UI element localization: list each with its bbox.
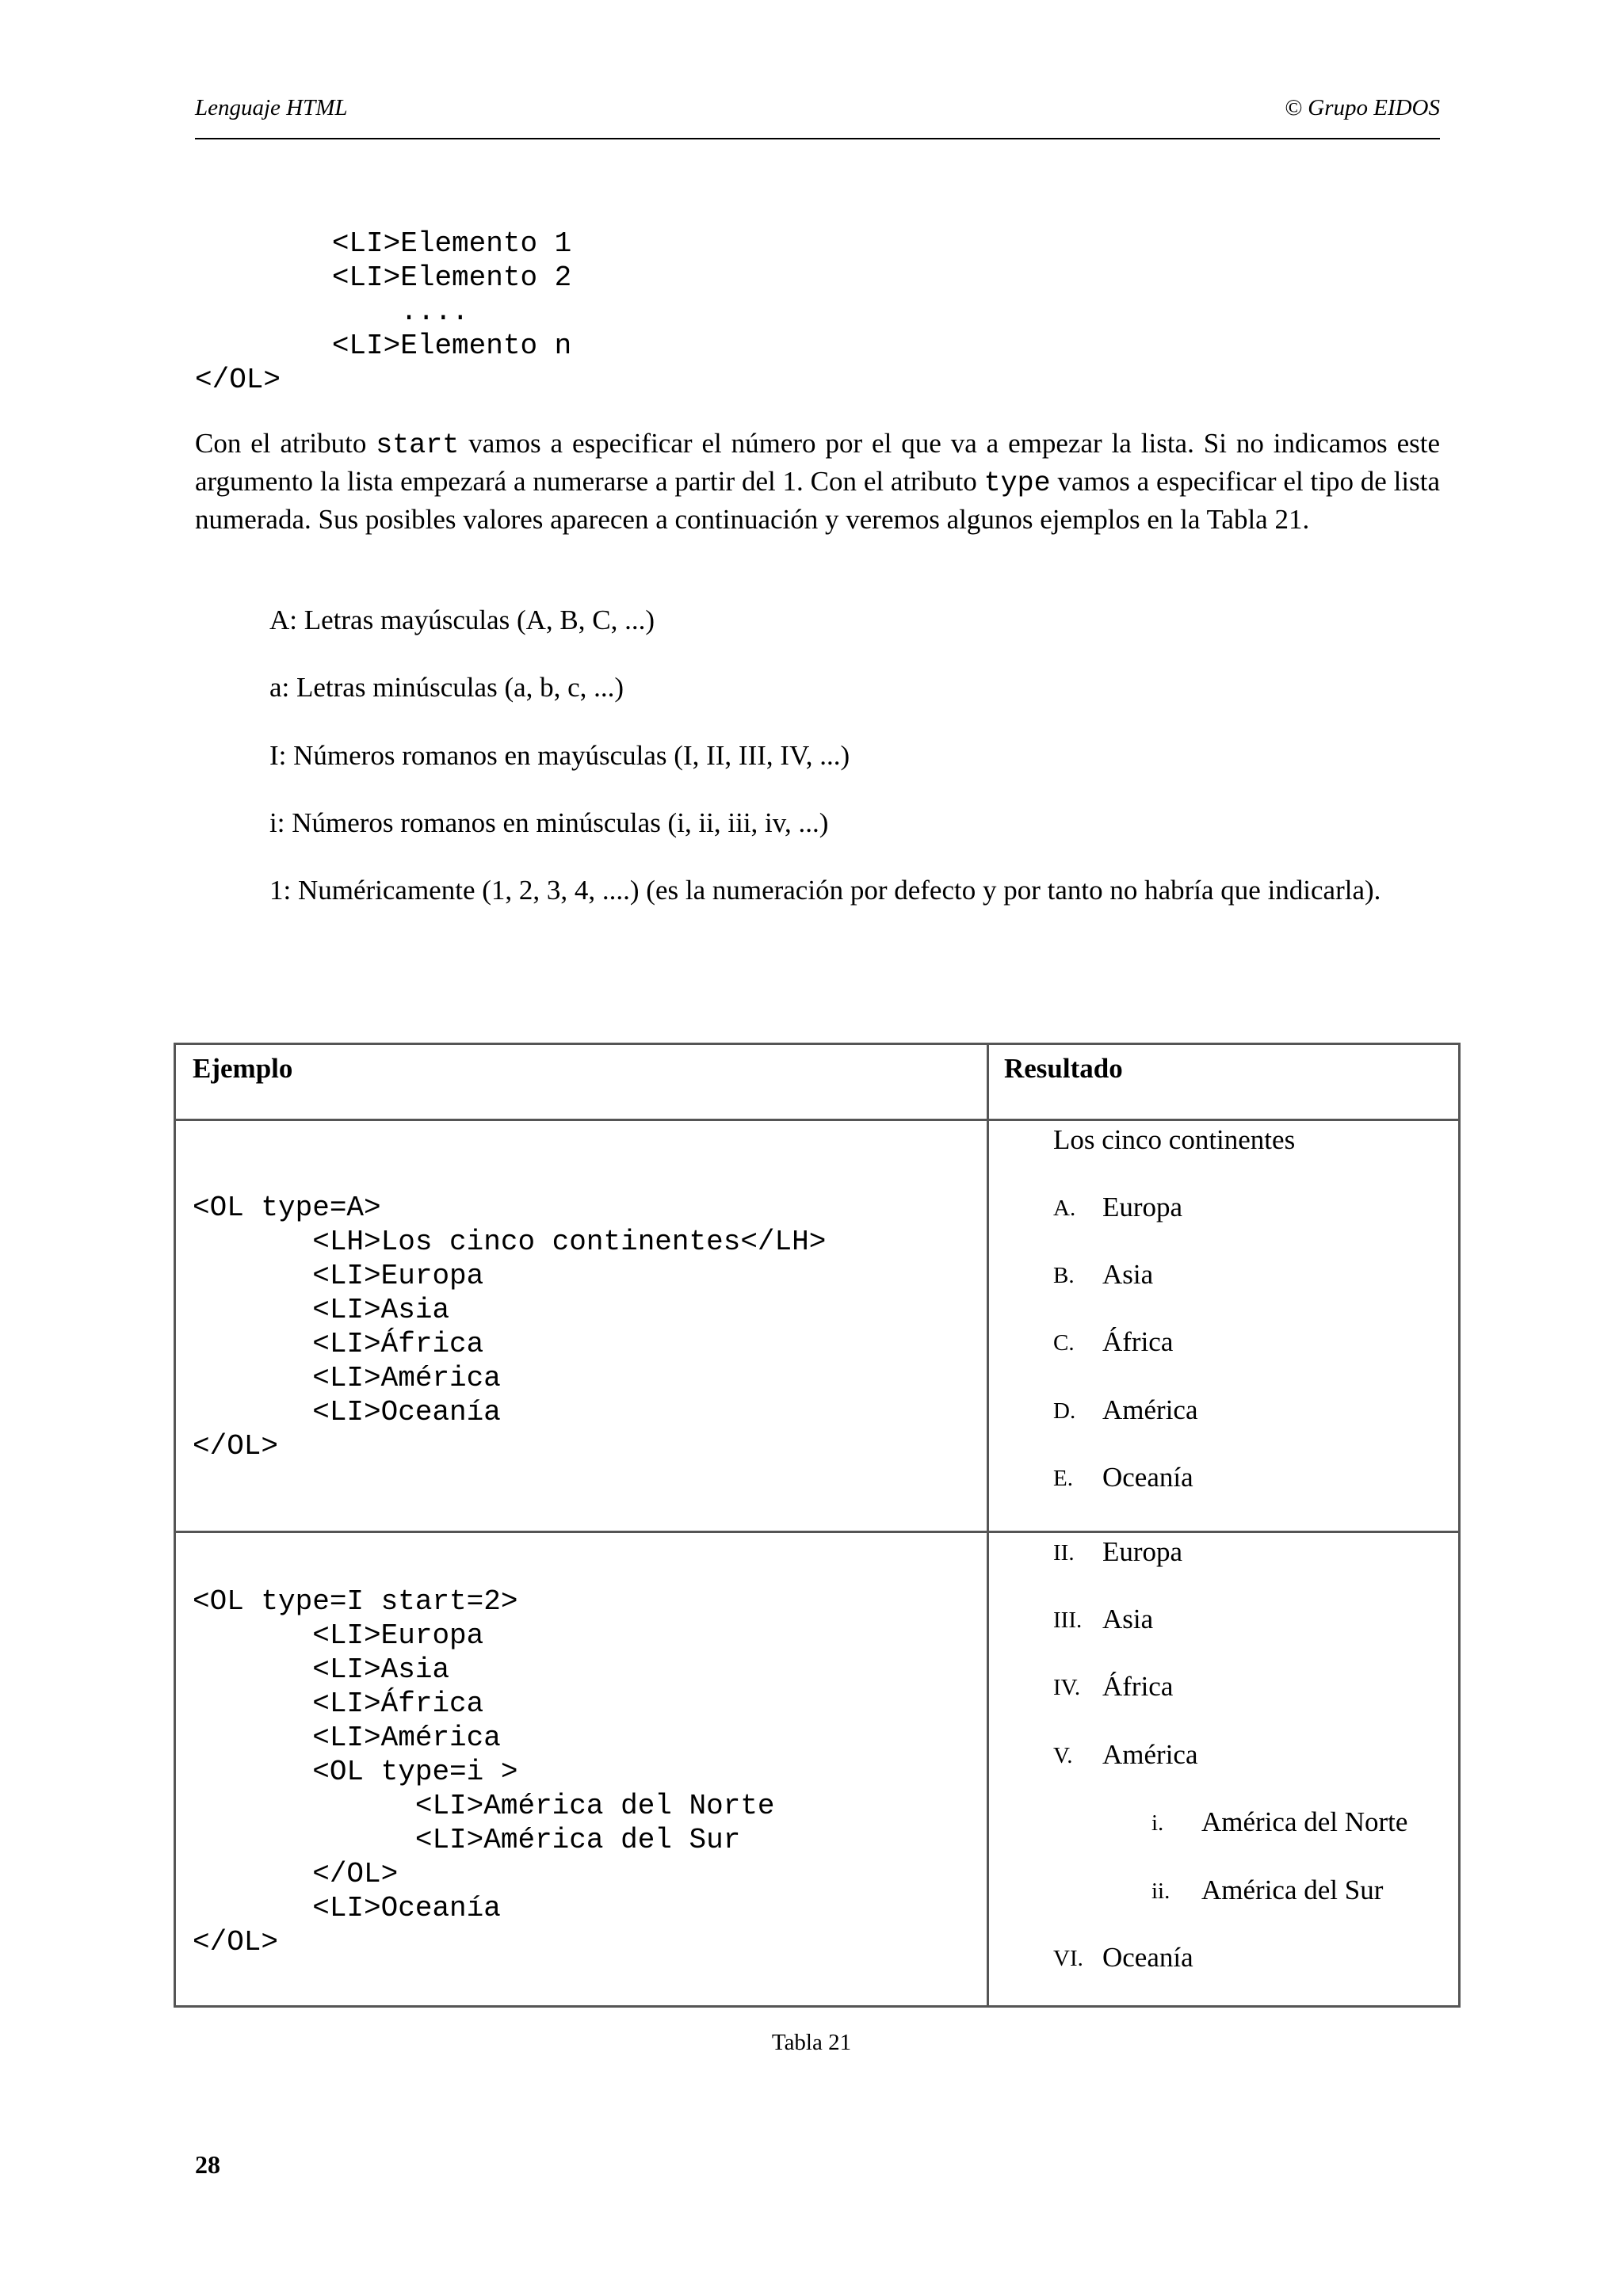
result-list-item: Asia <box>1102 1259 1154 1290</box>
result-list-marker: E. <box>1053 1466 1073 1491</box>
type-value-item: A: Letras mayúsculas (A, B, C, ...) <box>269 605 655 635</box>
type-value-item: I: Números romanos en mayúsculas (I, II, III, IV, ...) <box>269 740 850 771</box>
page-number: 28 <box>195 2150 220 2179</box>
code-line: <OL type=i > <box>193 1756 518 1788</box>
code-line: <LI>Elemento 2 <box>195 261 572 294</box>
code-line: .... <box>195 296 469 328</box>
table-caption: Tabla 21 <box>771 2030 852 2055</box>
result-sublist-item: América del Norte <box>1201 1806 1408 1837</box>
result-sublist-item: América del Sur <box>1201 1875 1384 1905</box>
code-line: <LI>África <box>193 1328 484 1360</box>
code-line: <LI>Europa <box>193 1260 484 1292</box>
result-list-item: Oceanía <box>1102 1942 1193 1973</box>
result-list-marker: IV. <box>1053 1675 1081 1700</box>
table-row-divider <box>174 1119 1461 1121</box>
running-header-title: Lenguaje HTML <box>195 95 348 120</box>
result-list-item: Oceanía <box>1102 1462 1193 1493</box>
table-header-example: Ejemplo <box>193 1053 293 1084</box>
code-line: </OL> <box>193 1926 279 1958</box>
result-list-item: Asia <box>1102 1604 1154 1634</box>
result-list-heading: Los cinco continentes <box>1053 1124 1296 1155</box>
type-value-item: i: Números romanos en minúsculas (i, ii, iii, iv, ...) <box>269 807 829 838</box>
result-list-marker: III. <box>1053 1608 1083 1633</box>
type-value-item: 1: Numéricamente (1, 2, 3, 4, ....) (es la numeración por defecto y por tanto no habría que indicarla). <box>269 875 1381 906</box>
code-line: </OL> <box>193 1858 399 1890</box>
code-line: <LI>América del Norte <box>193 1790 775 1822</box>
code-line: <LI>Oceanía <box>193 1892 501 1924</box>
code-line: <LI>América <box>193 1722 501 1754</box>
result-list-item: África <box>1102 1326 1174 1357</box>
result-list-marker: VI. <box>1053 1946 1083 1971</box>
paragraph-text: Con el atributo <box>195 428 376 459</box>
paragraph-text: vamos a especificar el número por el que va a empezar la lista. Si no indicamos este argumento la lista empezará a numerarse a partir del 1. Con el atributo <box>195 428 1440 497</box>
paragraph-text: vamos a especificar el tipo de lista numerada. Sus posibles valores aparecen a continuación y veremos algunos ejemplos en la Tabla 21. <box>195 466 1440 535</box>
result-list-item: América <box>1102 1394 1198 1425</box>
code-line: <LI>África <box>193 1688 484 1720</box>
code-line: <LI>Asia <box>193 1294 450 1326</box>
table-column-divider <box>987 1043 989 2008</box>
result-list-marker: V. <box>1053 1743 1073 1768</box>
running-header-publisher: © Grupo EIDOS <box>1284 95 1440 120</box>
code-line: <OL type=A> <box>193 1192 381 1224</box>
result-list-marker: A. <box>1053 1196 1076 1221</box>
code-line: <LI>Elemento n <box>195 330 572 362</box>
inline-code-start: start <box>376 429 460 461</box>
code-line: <LI>América del Sur <box>193 1824 741 1856</box>
result-list-marker: C. <box>1053 1330 1075 1356</box>
code-line: </OL> <box>195 364 281 396</box>
code-line: </OL> <box>193 1430 279 1463</box>
code-line: <LI>Elemento 1 <box>195 227 572 260</box>
result-list-item: Europa <box>1102 1192 1183 1222</box>
body-paragraph <box>195 425 1440 537</box>
code-line: <LI>Oceanía <box>193 1396 501 1428</box>
code-line: <LI>Europa <box>193 1619 484 1652</box>
result-list-item: Europa <box>1102 1536 1183 1567</box>
header-divider <box>195 138 1440 139</box>
result-sublist-marker: i. <box>1151 1810 1164 1836</box>
type-value-item: a: Letras minúsculas (a, b, c, ...) <box>269 672 624 703</box>
result-list-marker: B. <box>1053 1263 1075 1288</box>
table-header-result: Resultado <box>1004 1053 1123 1084</box>
result-list-item: América <box>1102 1739 1198 1770</box>
result-list-marker: II. <box>1053 1540 1075 1566</box>
code-line: <LH>Los cinco continentes</LH> <box>193 1226 827 1258</box>
code-line: <LI>Asia <box>193 1653 450 1686</box>
table-row-divider <box>174 1531 1461 1533</box>
result-sublist-marker: ii. <box>1151 1878 1170 1904</box>
code-line: <LI>América <box>193 1362 501 1394</box>
result-list-item: África <box>1102 1671 1174 1702</box>
result-list-marker: D. <box>1053 1398 1076 1424</box>
inline-code-type: type <box>983 467 1051 499</box>
code-line: <OL type=I start=2> <box>193 1585 518 1618</box>
